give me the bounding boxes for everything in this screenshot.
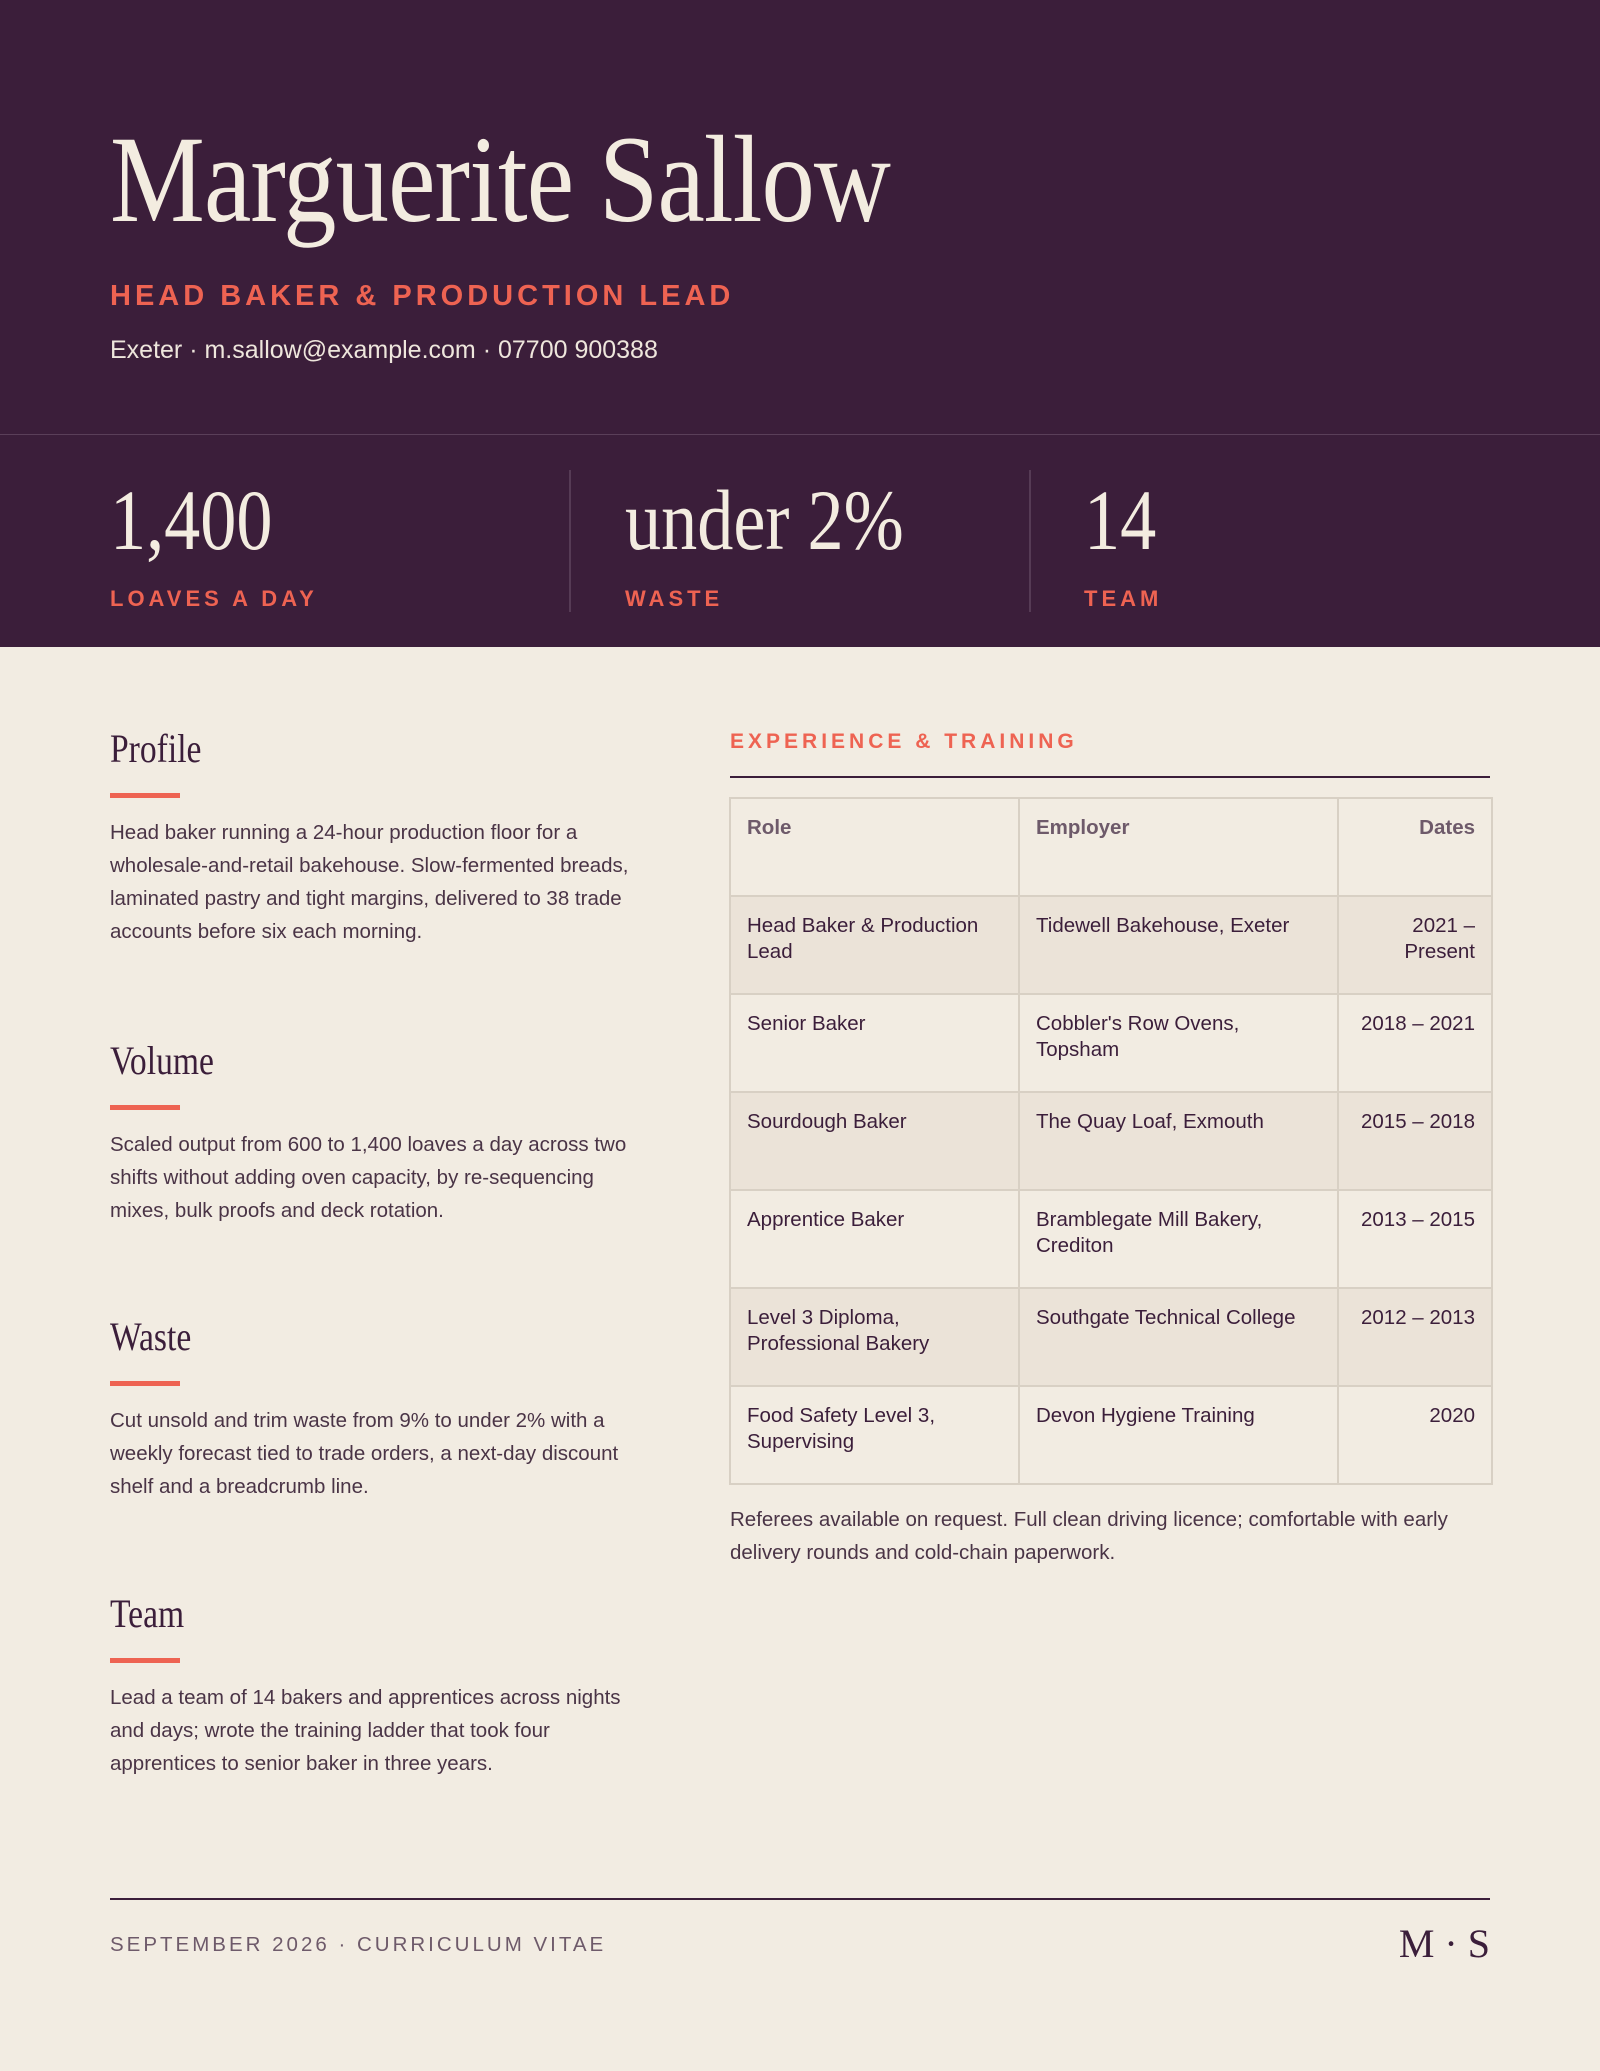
table-row <box>730 994 1492 1092</box>
cell-employer: Cobbler's Row Ovens, Topsham <box>1019 994 1338 1092</box>
stat-label: LOAVES A DAY <box>110 586 318 611</box>
stat-value: under 2% <box>625 472 904 568</box>
section-accent-rule <box>110 793 180 798</box>
cell-dates: 2021 – Present <box>1338 896 1492 994</box>
stat-loaves <box>110 470 318 612</box>
monogram: M · S <box>1398 1921 1490 1966</box>
section-profile <box>110 725 650 948</box>
section-body: Scaled output from 600 to 1,400 loaves a day across two shifts without adding oven capacity, by re-sequencing mixes, bulk proofs and deck rotation. <box>110 1133 627 1222</box>
section-title: Waste <box>110 1314 192 1359</box>
section-accent-rule <box>110 1105 180 1110</box>
cell-role: Senior Baker <box>730 994 1019 1092</box>
contact-line: Exeter · m.sallow@example.com · 07700 900388 <box>110 336 658 364</box>
cell-employer: Bramblegate Mill Bakery, Crediton <box>1019 1190 1338 1288</box>
stat-value: 14 <box>1084 472 1157 568</box>
job-title: HEAD BAKER & PRODUCTION LEAD <box>110 280 735 312</box>
stat-team <box>1084 470 1170 612</box>
section-waste <box>110 1313 650 1503</box>
cell-employer: The Quay Loaf, Exmouth <box>1019 1092 1338 1190</box>
experience-table <box>729 797 1493 1485</box>
referees-note: Referees available on request. Full clean driving licence; comfortable with early delivery rounds and cold-chain paperwork. <box>730 1508 1448 1564</box>
cell-dates: 2020 <box>1338 1386 1492 1484</box>
column-header-dates: Dates <box>1338 798 1492 896</box>
section-body: Lead a team of 14 bakers and apprentices across nights and days; wrote the training ladder that took four apprentices to senior baker in three years. <box>110 1686 621 1775</box>
section-accent-rule <box>110 1381 180 1386</box>
cell-dates: 2013 – 2015 <box>1338 1190 1492 1288</box>
section-body: Head baker running a 24-hour production floor for a wholesale-and-retail bakehouse. Slow-fermented breads, laminated pastry and tight margins, delivered to 38 trade accounts before six each morning. <box>110 821 629 943</box>
cell-employer: Southgate Technical College <box>1019 1288 1338 1386</box>
table-row <box>730 1190 1492 1288</box>
cell-employer: Devon Hygiene Training <box>1019 1386 1338 1484</box>
section-body: Cut unsold and trim waste from 9% to under 2% with a weekly forecast tied to trade orders, a next-day discount shelf and a breadcrumb line. <box>110 1409 619 1498</box>
table-row <box>730 896 1492 994</box>
stat-label: TEAM <box>1084 586 1163 611</box>
cell-dates: 2015 – 2018 <box>1338 1092 1492 1190</box>
cell-role: Level 3 Diploma, Professional Bakery <box>730 1288 1019 1386</box>
section-team <box>110 1590 650 1780</box>
experience-heading: EXPERIENCE & TRAINING <box>730 730 1078 753</box>
table-header-row <box>730 798 1492 896</box>
cell-role: Head Baker & Production Lead <box>730 896 1019 994</box>
cell-employer: Tidewell Bakehouse, Exeter <box>1019 896 1338 994</box>
table-row <box>730 1092 1492 1190</box>
stat-value: 1,400 <box>110 472 273 568</box>
cell-role: Apprentice Baker <box>730 1190 1019 1288</box>
cell-dates: 2018 – 2021 <box>1338 994 1492 1092</box>
section-title: Profile <box>110 726 202 771</box>
table-row <box>730 1386 1492 1484</box>
experience-rule <box>730 776 1490 778</box>
column-header-employer: Employer <box>1019 798 1338 896</box>
stat-waste <box>625 470 957 612</box>
stat-label: WASTE <box>625 586 724 611</box>
table-row <box>730 1288 1492 1386</box>
footer-caption: SEPTEMBER 2026 · CURRICULUM VITAE <box>110 1933 607 1956</box>
section-title: Volume <box>110 1038 214 1083</box>
cell-dates: 2012 – 2013 <box>1338 1288 1492 1386</box>
section-title: Team <box>110 1591 185 1636</box>
stat-divider <box>569 470 571 612</box>
header-band <box>0 0 1600 647</box>
section-accent-rule <box>110 1658 180 1663</box>
candidate-name: Marguerite Sallow <box>110 111 891 248</box>
stat-divider <box>1029 470 1031 612</box>
section-volume <box>110 1037 650 1227</box>
column-header-role: Role <box>730 798 1019 896</box>
cell-role: Sourdough Baker <box>730 1092 1019 1190</box>
header-divider <box>0 434 1600 435</box>
footer-rule <box>110 1898 1490 1900</box>
cell-role: Food Safety Level 3, Supervising <box>730 1386 1019 1484</box>
